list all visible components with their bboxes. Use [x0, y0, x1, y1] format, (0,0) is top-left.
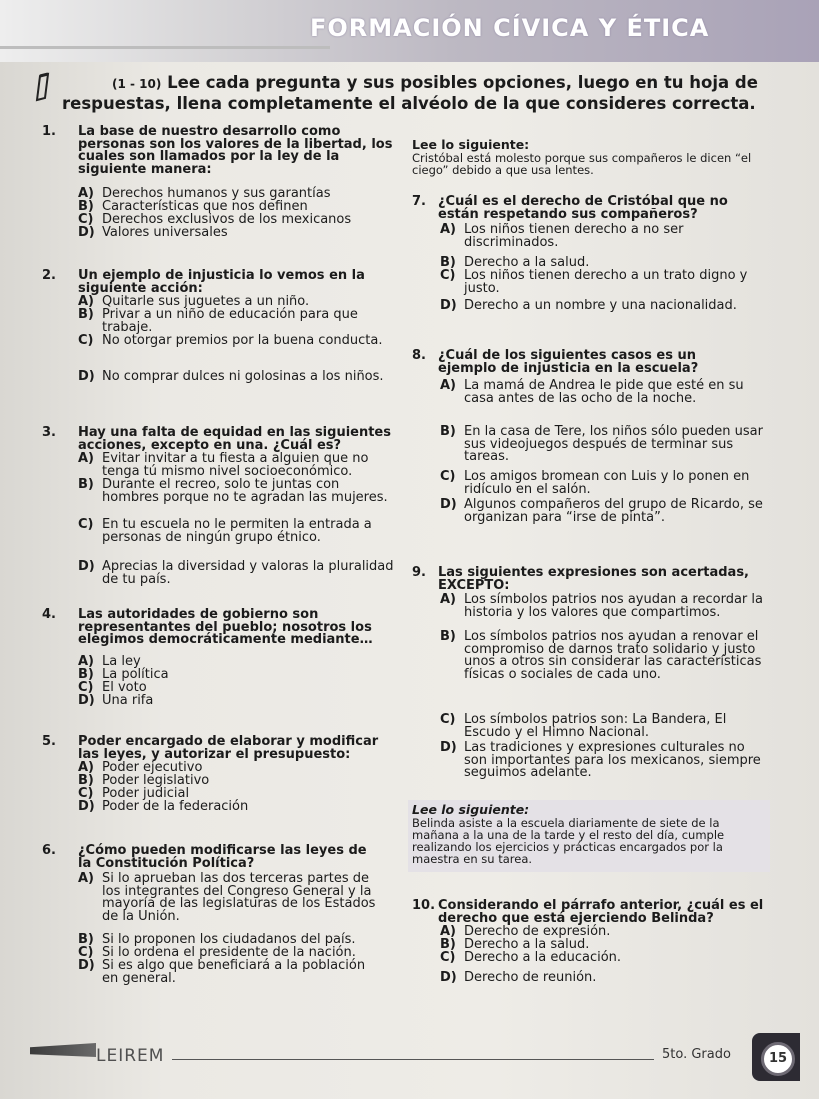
- option-text: Los símbolos patrios nos ayudan a renovar el compromiso de darnos trato solidario y justo unos a otros sin considerar las características físicas o sociales de cada uno.: [464, 629, 762, 682]
- option-letter: B): [440, 629, 456, 644]
- instructions-text: Lee cada pregunta y sus posibles opciones, luego en tu hoja de respuestas, llena completamente el alvéolo de la que consideres correcta.: [62, 73, 758, 113]
- question-number: 3.: [42, 425, 56, 440]
- option-text: Poder legislativo: [102, 773, 210, 788]
- page-number: 15: [761, 1042, 795, 1076]
- answer-option-2-d: [78, 371, 398, 384]
- question-7: [412, 196, 772, 221]
- question-number: 4.: [42, 607, 56, 622]
- option-text: Algunos compañeros del grupo de Ricardo, se organizan para “irse de pinta”.: [464, 497, 763, 525]
- answer-option-6-d: [78, 960, 378, 985]
- option-text: Derechos humanos y sus garantías: [102, 186, 331, 201]
- question-text: Las siguientes expresiones son acertadas, EXCEPTO:: [438, 565, 749, 593]
- answer-option-8-b: [440, 426, 765, 464]
- option-letter: A): [78, 654, 95, 669]
- answer-option-4-d: [78, 695, 378, 708]
- publisher-logo: LEIREM: [96, 1046, 165, 1066]
- question-4: [42, 609, 397, 647]
- answer-option-2-b: [78, 309, 398, 334]
- option-text: Los símbolos patrios nos ayudan a recordar la historia y los valores que compartimos.: [464, 592, 763, 620]
- answer-option-10-d: [440, 972, 765, 985]
- question-text: ¿Cuál de los siguientes casos es un ejemplo de injusticia en la escuela?: [438, 348, 699, 376]
- answer-option-6-a: [78, 873, 378, 923]
- option-text: Si lo proponen los ciudadanos del país.: [102, 932, 356, 947]
- answer-option-3-b: [78, 479, 398, 504]
- option-text: Derechos exclusivos de los mexicanos: [102, 212, 352, 227]
- option-letter: D): [440, 298, 457, 313]
- option-letter: B): [78, 773, 94, 788]
- option-letter: B): [78, 307, 94, 322]
- option-letter: C): [78, 517, 94, 532]
- option-text: Derecho a la salud.: [464, 255, 590, 270]
- question-1: [42, 126, 392, 176]
- answer-option-8-a: [440, 380, 765, 405]
- question-number: 10.: [412, 898, 436, 913]
- option-letter: D): [78, 693, 95, 708]
- answer-option-7-c: [440, 270, 765, 295]
- instructions-range: (1 - 10): [112, 77, 162, 91]
- option-letter: B): [78, 477, 94, 492]
- question-text: ¿Cuál es el derecho de Cristóbal que no están respetando sus compañeros?: [438, 194, 728, 222]
- reading-7: [412, 137, 772, 176]
- question-10: [412, 900, 772, 925]
- option-letter: A): [78, 760, 95, 775]
- option-letter: C): [440, 712, 456, 727]
- question-number: 5.: [42, 734, 56, 749]
- answer-option-9-d: [440, 742, 765, 780]
- pencil-icon: [34, 72, 52, 102]
- answer-option-9-c: [440, 714, 765, 739]
- option-letter: B): [78, 932, 94, 947]
- option-text: Una rifa: [102, 693, 154, 708]
- option-text: La mamá de Andrea le pide que esté en su casa antes de las ocho de la noche.: [464, 378, 744, 406]
- reading-text: Cristóbal está molesto porque sus compañeros le dicen “el ciego” debido a que usa lentes.: [412, 151, 752, 177]
- option-text: La ley: [102, 654, 141, 669]
- question-number: 6.: [42, 843, 56, 858]
- question-text: Un ejemplo de injusticia lo vemos en la siguiente acción:: [78, 268, 365, 296]
- question-9: [412, 567, 772, 592]
- option-letter: C): [440, 268, 456, 283]
- option-letter: D): [440, 740, 457, 755]
- question-number: 1.: [42, 124, 56, 139]
- question-text: Poder encargado de elaborar y modificar las leyes, y autorizar el presupuesto:: [78, 734, 379, 762]
- option-text: Las tradiciones y expresiones culturales no son importantes para los mexicanos, siempre seguimos adelante.: [464, 740, 761, 781]
- option-letter: C): [78, 680, 94, 695]
- option-text: Derecho a la salud.: [464, 937, 590, 952]
- option-letter: C): [78, 945, 94, 960]
- question-number: 9.: [412, 565, 426, 580]
- question-3: [42, 427, 397, 452]
- option-letter: A): [78, 451, 95, 466]
- option-letter: B): [440, 424, 456, 439]
- option-text: Los símbolos patrios son: La Bandera, El Escudo y el Himno Nacional.: [464, 712, 727, 740]
- option-letter: A): [440, 378, 457, 393]
- option-text: En tu escuela no le permiten la entrada a personas de ningún grupo étnico.: [102, 517, 372, 545]
- reading-10: [412, 802, 764, 865]
- option-letter: D): [78, 958, 95, 973]
- answer-option-9-a: [440, 594, 765, 619]
- option-letter: D): [78, 559, 95, 574]
- option-letter: A): [78, 871, 95, 886]
- option-text: No otorgar premios por la buena conducta.: [102, 333, 383, 348]
- option-letter: A): [440, 222, 457, 237]
- footer-logo-mark: [30, 1043, 96, 1057]
- instructions: [62, 73, 782, 113]
- answer-option-8-d: [440, 499, 765, 524]
- option-letter: A): [440, 592, 457, 607]
- option-text: Los niños tienen derecho a un trato digno y justo.: [464, 268, 748, 296]
- option-letter: B): [440, 937, 456, 952]
- option-letter: B): [440, 255, 456, 270]
- option-letter: C): [78, 212, 94, 227]
- option-text: Quitarle sus juguetes a un niño.: [102, 294, 310, 309]
- option-text: Si lo ordena el presidente de la nación.: [102, 945, 356, 960]
- question-text: La base de nuestro desarrollo como personas son los valores de la libertad, los cuales son llamados por la ley de la siguiente manera:: [78, 124, 393, 177]
- grade-label: 5to. Grado: [662, 1047, 731, 1062]
- reading-heading: Lee lo siguiente:: [412, 802, 530, 817]
- answer-option-7-a: [440, 224, 765, 249]
- question-5: [42, 736, 397, 761]
- option-text: Evitar invitar a tu fiesta a alguien que no tenga tú mismo nivel socioeconómico.: [102, 451, 369, 479]
- option-text: Los niños tienen derecho a no ser discriminados.: [464, 222, 684, 250]
- option-text: Poder de la federación: [102, 799, 249, 814]
- question-text: Hay una falta de equidad en las siguientes acciones, excepto en una. ¿Cuál es?: [78, 425, 391, 453]
- option-text: Si lo aprueban las dos terceras partes de los integrantes del Congreso General y la mayoría de las legislaturas de los Estados de la Unión.: [102, 871, 376, 924]
- option-letter: D): [440, 497, 457, 512]
- option-letter: C): [78, 786, 94, 801]
- answer-option-2-c: [78, 335, 398, 348]
- option-letter: A): [78, 294, 95, 309]
- option-text: Si es algo que beneficiará a la población en general.: [102, 958, 366, 986]
- question-number: 2.: [42, 268, 56, 283]
- footer-rule: [172, 1059, 654, 1060]
- answer-option-9-b: [440, 631, 765, 681]
- option-letter: D): [440, 970, 457, 985]
- question-6: [42, 845, 397, 870]
- answer-option-10-c: [440, 952, 765, 965]
- question-number: 7.: [412, 194, 426, 209]
- option-text: La política: [102, 667, 169, 682]
- answer-option-3-c: [78, 519, 398, 544]
- option-text: Derecho a la educación.: [464, 950, 622, 965]
- option-letter: B): [78, 199, 94, 214]
- banner-divider: [0, 46, 330, 49]
- option-letter: C): [440, 950, 456, 965]
- question-text: Considerando el párrafo anterior, ¿cuál es el derecho que está ejerciendo Belinda?: [438, 898, 764, 926]
- option-text: Poder ejecutivo: [102, 760, 203, 775]
- option-letter: D): [78, 799, 95, 814]
- option-text: Poder judicial: [102, 786, 190, 801]
- question-text: ¿Cómo pueden modificarse las leyes de la Constitución Política?: [78, 843, 367, 871]
- option-letter: D): [78, 369, 95, 384]
- option-text: Aprecias la diversidad y valoras la pluralidad de tu país.: [102, 559, 394, 587]
- option-text: Privar a un niño de educación para que trabaje.: [102, 307, 358, 335]
- question-8: [412, 350, 772, 375]
- reading-text: Belinda asiste a la escuela diariamente de siete de la mañana a la una de la tarde y el resto del día, cumple realizando los ejercicios y prácticas encargados por la maestra en su tarea.: [412, 816, 725, 866]
- option-text: El voto: [102, 680, 147, 695]
- option-text: Valores universales: [102, 225, 228, 240]
- option-letter: B): [78, 667, 94, 682]
- answer-option-3-a: [78, 453, 398, 478]
- option-text: En la casa de Tere, los niños sólo pueden usar sus videojuegos después de terminar sus tareas.: [464, 424, 763, 465]
- header-banner: [0, 0, 819, 62]
- question-text: Las autoridades de gobierno son representantes del pueblo; nosotros los elegimos democráticamente mediante…: [78, 607, 373, 648]
- answer-option-5-d: [78, 801, 378, 814]
- question-2: [42, 270, 392, 295]
- option-text: Características que nos definen: [102, 199, 308, 214]
- option-letter: D): [78, 225, 95, 240]
- option-text: Durante el recreo, solo te juntas con hombres porque no te agradan las mujeres.: [102, 477, 388, 505]
- answer-option-1-d: [78, 227, 398, 240]
- option-text: No comprar dulces ni golosinas a los niños.: [102, 369, 384, 384]
- option-letter: A): [440, 924, 457, 939]
- reading-heading: Lee lo siguiente:: [412, 137, 530, 152]
- question-number: 8.: [412, 348, 426, 363]
- option-text: Los amigos bromean con Luis y lo ponen en ridículo en el salón.: [464, 469, 750, 497]
- answer-option-8-c: [440, 471, 765, 496]
- option-text: Derecho a un nombre y una nacionalidad.: [464, 298, 737, 313]
- option-text: Derecho de reunión.: [464, 970, 597, 985]
- option-letter: A): [78, 186, 95, 201]
- option-letter: C): [78, 333, 94, 348]
- page-title: FORMACIÓN CÍVICA Y ÉTICA: [310, 14, 710, 42]
- answer-option-3-d: [78, 561, 398, 586]
- answer-option-7-d: [440, 300, 765, 313]
- option-letter: C): [440, 469, 456, 484]
- option-text: Derecho de expresión.: [464, 924, 611, 939]
